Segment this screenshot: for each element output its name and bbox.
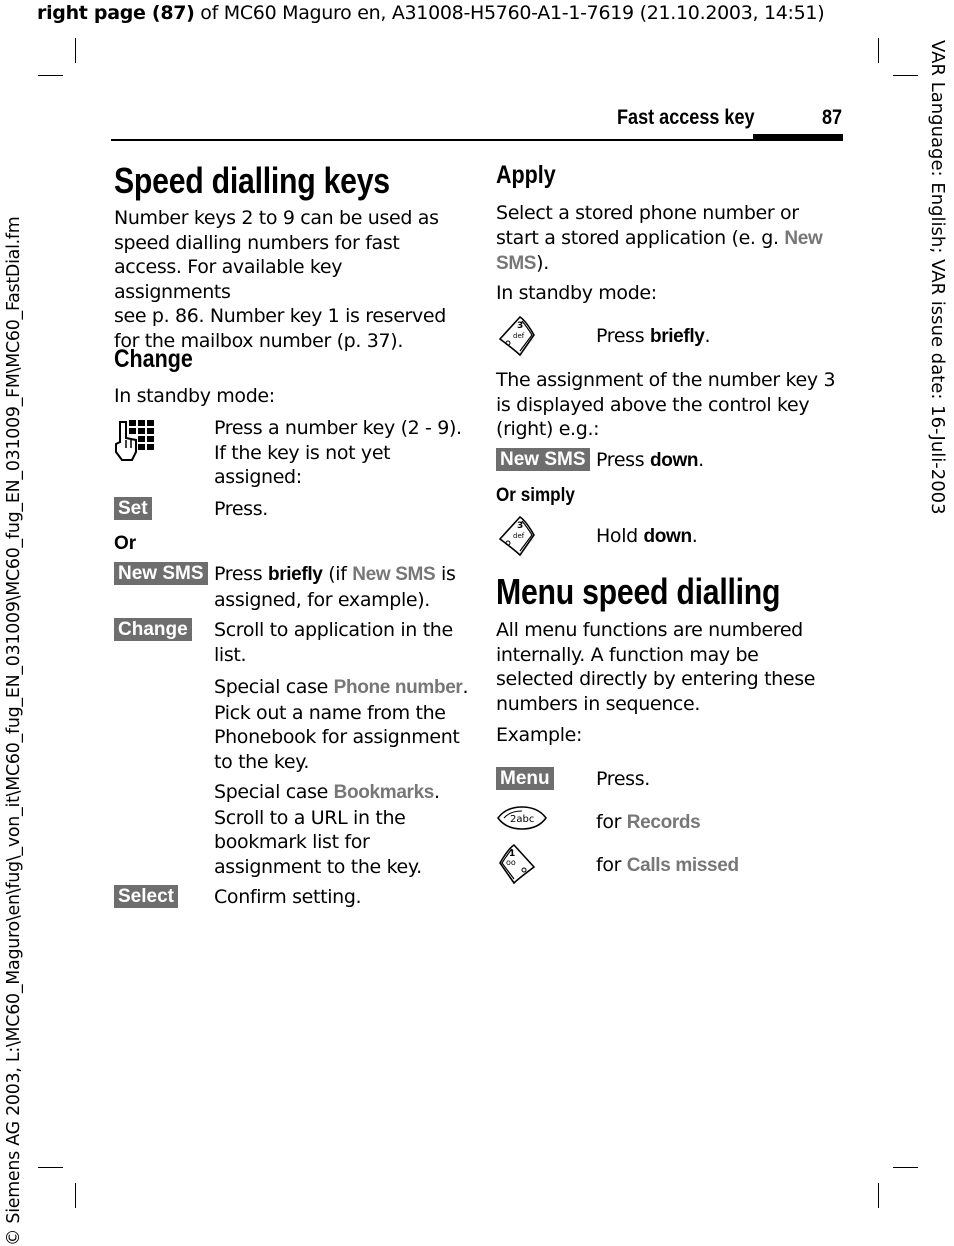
menu-term: Calls missed — [626, 855, 739, 876]
hold-down-text — [596, 524, 697, 550]
key-digit: 1 — [509, 849, 516, 859]
key-2-icon — [496, 805, 548, 831]
text-run: . — [691, 525, 698, 547]
menu-term: Phone number — [333, 677, 463, 698]
text-run: for — [596, 811, 627, 833]
text-run: Special case — [214, 676, 334, 698]
softkey-select: Select — [114, 885, 178, 908]
text-line: The assignment of the number key 3 — [496, 369, 836, 391]
text-run: start a stored application (e. g. — [496, 226, 785, 249]
text-run: Press — [596, 325, 650, 347]
text-line: for the mailbox number (p. 37). — [114, 329, 404, 352]
example-label: Example: — [496, 724, 583, 746]
text-line: Phonebook for assignment — [214, 726, 460, 748]
text-run: . — [704, 325, 711, 347]
header-rule-thick — [753, 134, 843, 141]
text-line: selected directly by entering these — [496, 668, 816, 690]
or-label: Or — [114, 533, 137, 554]
crop-mark — [878, 1183, 879, 1208]
softkey-set: Set — [114, 497, 152, 520]
text-line: All menu functions are numbered — [496, 619, 803, 641]
text-run: Press — [214, 563, 268, 585]
crop-mark — [75, 38, 76, 63]
print-header-info: of MC60 Maguro en, A31008-H5760-A1-1-7619 (21.10.2003, 14:51) — [194, 2, 825, 24]
key-label: 2abc — [510, 814, 535, 825]
menu-press-text: Press. — [596, 768, 650, 790]
key-letters: def — [513, 332, 525, 340]
softkey-menu: Menu — [496, 767, 554, 790]
standby-text: In standby mode: — [114, 385, 275, 407]
menu-intro-paragraph — [496, 618, 846, 716]
for-records-text — [596, 810, 700, 836]
softkey-new-sms: New SMS — [496, 448, 590, 471]
text-line: Scroll to application in the — [214, 619, 453, 641]
voicemail-glyph: oo — [506, 858, 516, 867]
running-head — [617, 106, 777, 130]
key-3-icon — [496, 513, 538, 559]
section-title-menu-speed-dialling: Menu speed dialling — [496, 571, 781, 612]
text-line: (right) e.g.: — [496, 418, 600, 440]
text-run: (if — [322, 563, 353, 585]
text-line: If the key is not yet — [214, 441, 391, 464]
text-run: . — [462, 676, 469, 698]
crop-mark — [38, 75, 63, 76]
menu-term: Bookmarks — [333, 782, 435, 803]
for-calls-missed-text — [596, 853, 739, 879]
text-line: to the key. — [214, 750, 310, 773]
text-run: briefly — [267, 564, 323, 585]
text-line: internally. A function may be — [496, 643, 759, 666]
text-line — [496, 226, 846, 252]
text-run: down — [649, 450, 699, 471]
crop-mark — [893, 1167, 918, 1168]
subheading-apply: Apply — [496, 161, 556, 189]
key-digit: 3 — [517, 521, 524, 531]
text-line — [496, 251, 846, 277]
text-line: see p. 86. Number key 1 is reserved — [114, 305, 446, 327]
standby-text: In standby mode: — [496, 282, 657, 304]
menu-term: SMS — [496, 253, 537, 274]
text-run: . — [698, 449, 704, 471]
running-head-title: Fast access key — [617, 106, 755, 129]
subheading-change: Change — [114, 345, 193, 373]
change-text — [214, 618, 464, 667]
text-line: speed dialling numbers for fast — [114, 231, 400, 254]
text-line: Select a stored phone number or — [496, 202, 799, 224]
intro-paragraph — [114, 206, 464, 353]
select-text: Confirm setting. — [214, 886, 362, 908]
header-rule — [111, 139, 843, 141]
or-simply-label: Or simply — [496, 485, 575, 506]
page-number: 87 — [822, 106, 843, 129]
key-letters: def — [513, 532, 525, 540]
text-line: list. — [214, 643, 247, 666]
text-line: assignment to the key. — [214, 855, 422, 878]
softkey-change: Change — [114, 618, 192, 641]
text-line — [214, 562, 464, 588]
special-case-phone-number — [214, 675, 469, 774]
crop-mark — [75, 1183, 76, 1208]
text-line: Pick out a name from the — [214, 701, 446, 724]
text-line: bookmark list for — [214, 831, 370, 853]
text-run: Hold — [596, 525, 644, 547]
text-run: is — [435, 563, 456, 585]
softkey-new-sms: New SMS — [114, 562, 208, 585]
press-briefly-text — [596, 324, 710, 350]
press-down-text — [596, 448, 704, 474]
side-note-right: VAR Language: English; VAR issue date: 16-Juli-2003 — [927, 40, 948, 515]
crop-mark — [893, 75, 918, 76]
menu-term: New — [784, 227, 823, 249]
menu-term: New SMS — [352, 564, 436, 585]
crop-mark — [38, 1167, 63, 1168]
text-line — [214, 675, 469, 701]
text-line: assigned: — [214, 466, 302, 488]
assignment-text — [496, 368, 846, 442]
text-line — [214, 780, 464, 806]
text-line: is displayed above the control key — [496, 393, 810, 416]
text-run: Special case — [214, 781, 334, 803]
keypad-icon — [114, 418, 156, 462]
new-sms-text — [214, 562, 464, 612]
key-3-icon — [496, 313, 538, 359]
side-note-left: © Siemens AG 2003, L:\MC60_Maguro\en\fug\_von_it\MC60_fug_EN_031009\MC60_fug_EN_031009_FM\MC60_FastDial.fm — [4, 216, 24, 1246]
print-header-page: right page (87) — [37, 2, 195, 24]
text-line: access. For available key assignments — [114, 256, 343, 303]
key-digit: 3 — [517, 321, 524, 331]
set-text: Press. — [214, 498, 268, 520]
key-1-icon — [496, 841, 538, 887]
text-run: ). — [536, 252, 549, 274]
text-line: assigned, for example). — [214, 588, 430, 611]
section-title-speed-dialling: Speed dialling keys — [114, 160, 390, 201]
apply-text — [496, 201, 846, 277]
text-run: . — [434, 781, 440, 803]
crop-mark — [878, 38, 879, 63]
text-line: numbers in sequence. — [496, 692, 701, 715]
text-line: Number keys 2 to 9 can be used as — [114, 207, 439, 229]
text-line: Press a number key (2 - 9). — [214, 417, 462, 439]
text-line: Scroll to a URL in the — [214, 806, 406, 829]
text-run: Press — [596, 449, 650, 471]
menu-term: Records — [626, 812, 701, 833]
text-run: for — [596, 854, 627, 876]
special-case-bookmarks — [214, 780, 464, 879]
text-run: down — [643, 526, 692, 547]
text-run: briefly — [649, 326, 705, 347]
step-press-number-key — [214, 416, 464, 490]
print-header — [37, 2, 824, 24]
